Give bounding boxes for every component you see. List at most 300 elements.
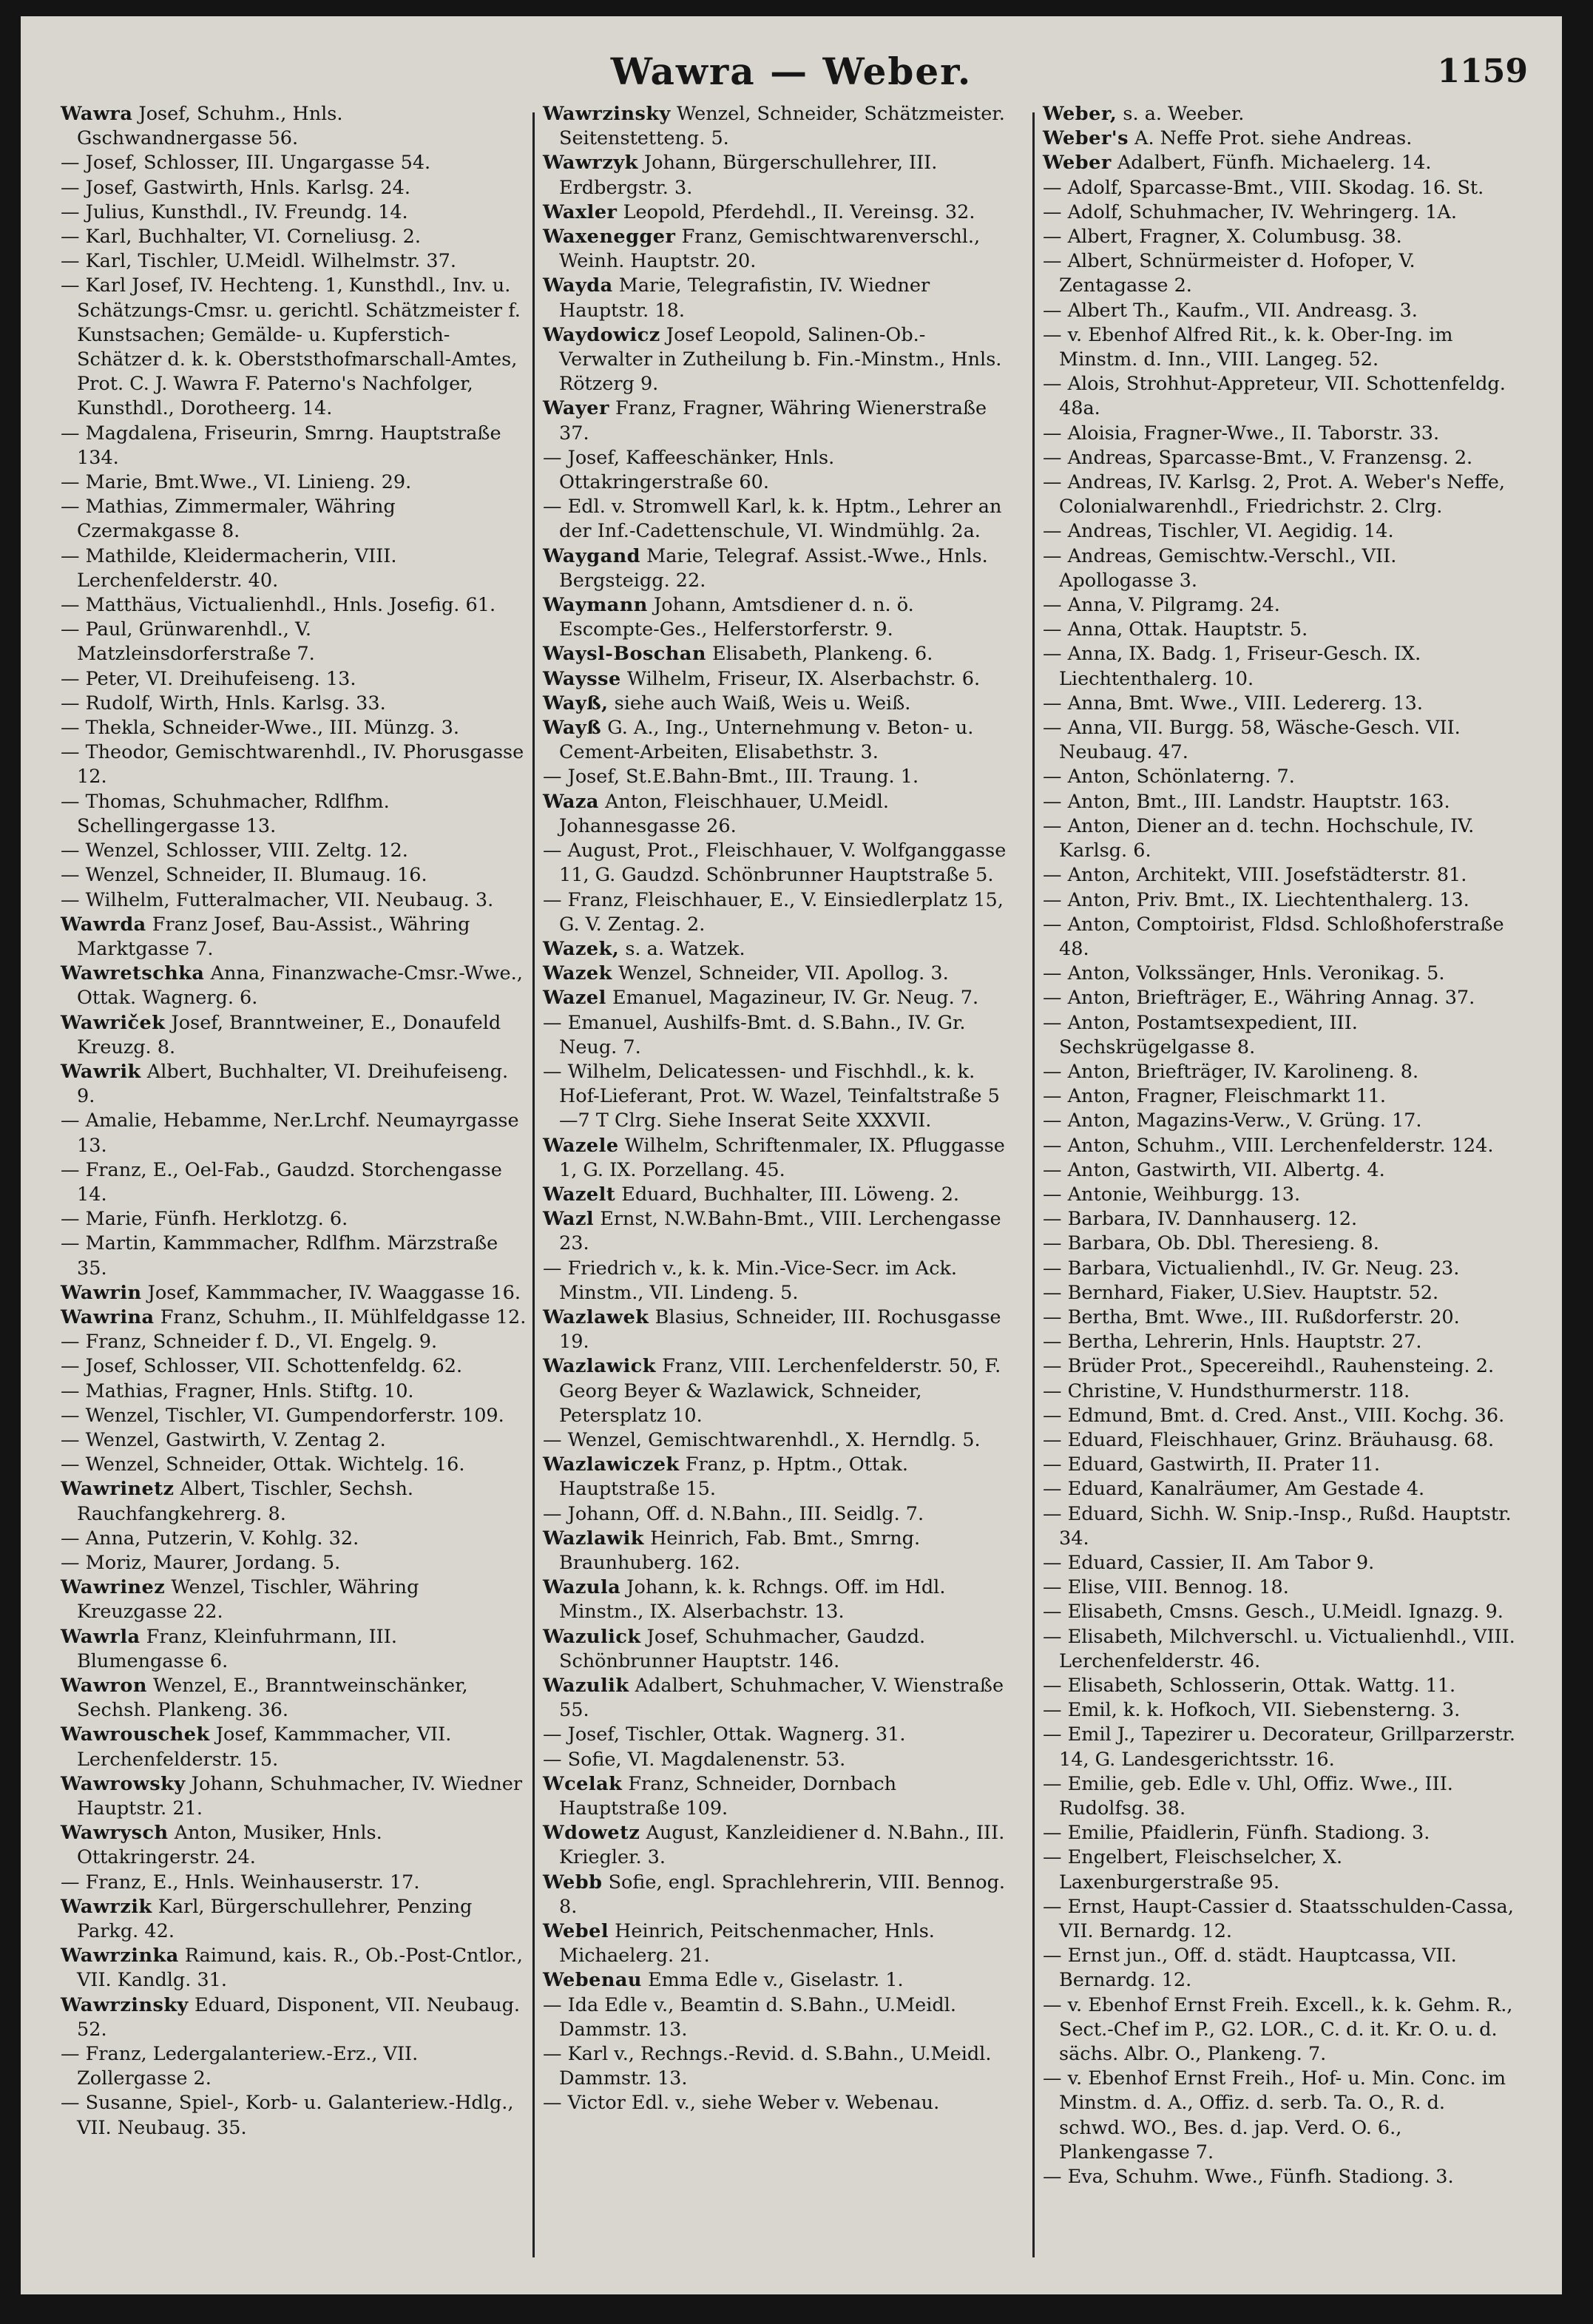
entry-details: Josef, Schuhm., Hnls. Gschwandnergasse 56. bbox=[77, 103, 343, 150]
entry-details: — Martin, Kammmacher, Rdlfhm. Märzstraße 35. bbox=[61, 1232, 498, 1280]
page-number: 1159 bbox=[1437, 53, 1528, 90]
directory-entry bbox=[1043, 1845, 1516, 1894]
entry-details: Wenzel, Schneider, VII. Apollog. 3. bbox=[618, 962, 949, 985]
directory-entry bbox=[1043, 299, 1516, 323]
directory-entry bbox=[543, 1871, 1009, 1919]
entry-details: Adalbert, Fünfh. Michaelerg. 14. bbox=[1117, 152, 1432, 175]
directory-entry bbox=[61, 1895, 527, 1944]
directory-entry bbox=[1043, 1895, 1516, 1944]
directory-entry bbox=[61, 274, 527, 421]
directory-column-1 bbox=[61, 102, 527, 2141]
entry-details: — Matthäus, Victualienhdl., Hnls. Josefig. 61. bbox=[61, 594, 496, 617]
entry-details: — Anton, Volkssänger, Hnls. Veronikag. 5. bbox=[1043, 962, 1445, 985]
entry-details: Emanuel, Magazineur, IV. Gr. Neug. 7. bbox=[612, 987, 979, 1010]
directory-entry bbox=[61, 1625, 527, 1674]
entry-surname: Webenau bbox=[543, 1969, 642, 1992]
directory-entry bbox=[61, 1207, 527, 1232]
entry-details: — Eduard, Gastwirth, II. Prater 11. bbox=[1043, 1453, 1380, 1476]
directory-entry bbox=[61, 962, 527, 1010]
directory-entry bbox=[543, 2091, 1009, 2115]
directory-entry bbox=[1043, 249, 1516, 298]
entry-details: Josef, Kammmacher, IV. Waaggasse 16. bbox=[147, 1281, 521, 1304]
entry-details: — Anna, VII. Burgg. 58, Wäsche-Gesch. VII. Neubaug. 47. bbox=[1043, 717, 1461, 764]
entry-surname: Wayer bbox=[543, 397, 609, 420]
directory-entry bbox=[543, 1772, 1009, 1821]
directory-entry bbox=[1043, 544, 1516, 593]
directory-entry bbox=[543, 200, 1009, 225]
directory-entry bbox=[61, 593, 527, 618]
running-title: Wawra — Weber. bbox=[610, 50, 973, 93]
directory-entry bbox=[61, 1527, 527, 1551]
directory-entry bbox=[1043, 1183, 1516, 1207]
entry-details: — Emanuel, Aushilfs-Bmt. d. S.Bahn., IV. Gr. Neug. 7. bbox=[543, 1011, 966, 1058]
entry-surname: Wazulick bbox=[543, 1625, 641, 1648]
directory-entry bbox=[1043, 519, 1516, 544]
directory-entry bbox=[543, 765, 1009, 789]
directory-entry bbox=[61, 1330, 527, 1354]
directory-entry bbox=[61, 888, 527, 913]
directory-entry bbox=[543, 1723, 1009, 1747]
entry-details: — Franz, Schneider f. D., VI. Engelg. 9. bbox=[61, 1331, 438, 1354]
entry-details: — Barbara, Ob. Dbl. Theresieng. 8. bbox=[1043, 1232, 1379, 1255]
directory-entry bbox=[543, 1305, 1009, 1354]
directory-entry bbox=[1043, 1281, 1516, 1305]
directory-entry bbox=[1043, 1330, 1516, 1354]
entry-details: — Karl, Buchhalter, VI. Corneliusg. 2. bbox=[61, 226, 421, 249]
entry-details: — Barbara, IV. Dannhauserg. 12. bbox=[1043, 1208, 1358, 1231]
entry-details: — Josef, St.E.Bahn-Bmt., III. Traung. 1. bbox=[543, 766, 919, 788]
entry-details: — Elisabeth, Cmsns. Gesch., U.Meidl. Ignazg. 9. bbox=[1043, 1601, 1504, 1624]
entry-details: — Josef, Schlosser, VII. Schottenfeldg. 62. bbox=[61, 1355, 463, 1378]
directory-entry bbox=[1043, 1551, 1516, 1575]
directory-entry bbox=[543, 937, 1009, 962]
entry-details: G. A., Ing., Unternehmung v. Beton- u. Cement-Arbeiten, Elisabethstr. 3. bbox=[559, 717, 974, 764]
page-header bbox=[21, 46, 1562, 98]
entry-surname: Wazlawiczek bbox=[543, 1453, 680, 1476]
directory-entry bbox=[1043, 1232, 1516, 1256]
entry-details: — Eduard, Cassier, II. Am Tabor 9. bbox=[1043, 1551, 1375, 1574]
entry-details: — Emilie, geb. Edle v. Uhl, Offiz. Wwe., III. Rudolfsg. 38. bbox=[1043, 1772, 1453, 1820]
directory-entry bbox=[543, 962, 1009, 986]
directory-entry bbox=[1043, 422, 1516, 446]
entry-details: — Adolf, Sparcasse-Bmt., VIII. Skodag. 16. St. bbox=[1043, 176, 1484, 199]
directory-entry bbox=[543, 1207, 1009, 1256]
entry-surname: Wayda bbox=[543, 274, 613, 297]
entry-details: — Bernhard, Fiaker, U.Siev. Hauptstr. 52. bbox=[1043, 1281, 1439, 1304]
directory-entry bbox=[61, 667, 527, 692]
directory-entry bbox=[61, 692, 527, 716]
directory-entry bbox=[61, 1944, 527, 1993]
entry-details: Johann, Amtsdiener d. n. ö. Escompte-Ges., Helferstorferstr. 9. bbox=[559, 594, 914, 641]
directory-entry bbox=[543, 1354, 1009, 1428]
entry-details: — Josef, Schlosser, III. Ungargasse 54. bbox=[61, 152, 431, 175]
entry-details: — Anton, Postamtsexpedient, III. Sechskrügelgasse 8. bbox=[1043, 1011, 1358, 1058]
directory-entry bbox=[61, 249, 527, 274]
directory-entry bbox=[543, 888, 1009, 937]
entry-surname: Weber's bbox=[1043, 127, 1129, 150]
entry-details: Heinrich, Peitschenmacher, Hnls. Michaelerg. 21. bbox=[559, 1920, 935, 1967]
entry-details: Anton, Musiker, Hnls. Ottakringerstr. 24. bbox=[77, 1822, 382, 1869]
directory-entry bbox=[543, 2042, 1009, 2091]
directory-entry bbox=[61, 544, 527, 593]
directory-entry bbox=[543, 1183, 1009, 1207]
directory-entry bbox=[61, 1281, 527, 1305]
directory-entry bbox=[1043, 814, 1516, 863]
entry-details: — Moriz, Maurer, Jordang. 5. bbox=[61, 1551, 341, 1574]
directory-entry bbox=[1043, 1109, 1516, 1133]
directory-entry bbox=[1043, 962, 1516, 986]
entry-surname: Waza bbox=[543, 790, 599, 813]
directory-entry bbox=[61, 1453, 527, 1477]
entry-surname: Waysl-Boschan bbox=[543, 643, 706, 666]
entry-details: — Franz, Ledergalanteriew.-Erz., VII. Zollergasse 2. bbox=[61, 2043, 419, 2090]
entry-details: Anton, Fleischhauer, U.Meidl. Johannesgasse 26. bbox=[559, 790, 889, 837]
directory-entry bbox=[1043, 863, 1516, 888]
directory-entry bbox=[61, 176, 527, 200]
directory-entry bbox=[1043, 765, 1516, 789]
directory-entry bbox=[1043, 1453, 1516, 1477]
directory-entry bbox=[543, 102, 1009, 151]
entry-details: Heinrich, Fab. Bmt., Smrng. Braunhuberg. 162. bbox=[559, 1527, 921, 1574]
entry-details: — Eduard, Fleischhauer, Grinz. Bräuhausg. 68. bbox=[1043, 1428, 1495, 1451]
entry-details: — Anton, Comptoirist, Fldsd. Schloßhoferstraße 48. bbox=[1043, 913, 1504, 960]
directory-entry bbox=[543, 593, 1009, 642]
directory-entry bbox=[61, 1354, 527, 1379]
entry-details: — Sofie, VI. Magdalenenstr. 53. bbox=[543, 1748, 846, 1771]
entry-details: Franz, Schneider, Dornbach Hauptstraße 109. bbox=[559, 1772, 897, 1820]
entry-surname: Wawrla bbox=[61, 1625, 141, 1648]
entry-details: Franz, VIII. Lerchenfelderstr. 50, F. Georg Beyer & Wazlawick, Schneider, Petersplatz 10. bbox=[559, 1355, 1001, 1427]
entry-details: — Alois, Strohhut-Appreteur, VII. Schottenfeldg. 48a. bbox=[1043, 373, 1506, 420]
entry-details: — Mathilde, Kleidermacherin, VIII. Lerchenfelderstr. 40. bbox=[61, 544, 397, 592]
entry-details: — v. Ebenhof Alfred Rit., k. k. Ober-Ing. im Minstm. d. Inn., VIII. Langeg. 52. bbox=[1043, 323, 1453, 371]
entry-details: — Elise, VIII. Bennog. 18. bbox=[1043, 1576, 1289, 1599]
directory-entry bbox=[61, 1428, 527, 1453]
directory-column-2 bbox=[543, 102, 1009, 2116]
entry-details: — August, Prot., Fleischhauer, V. Wolfganggasse 11, G. Gaudzd. Schönbrunner Hauptstraße 5. bbox=[543, 840, 1007, 887]
directory-entry bbox=[1043, 1257, 1516, 1281]
directory-entry bbox=[1043, 1011, 1516, 1060]
directory-entry bbox=[1043, 1698, 1516, 1723]
directory-entry bbox=[1043, 102, 1516, 126]
directory-entry bbox=[61, 1674, 527, 1723]
directory-entry bbox=[61, 470, 527, 495]
directory-entry bbox=[1043, 1379, 1516, 1404]
entry-details: — Wilhelm, Delicatessen- und Fischhdl., k. k. Hof-Lieferant, Prot. W. Wazel, Teinfaltstraße 5—7 T Clrg. Siehe Inserat Seite XXXVII. bbox=[543, 1060, 1000, 1132]
entry-details: Josef, Branntweiner, E., Donaufeld Kreuzg. 8. bbox=[77, 1011, 501, 1058]
directory-entry bbox=[61, 1011, 527, 1060]
directory-entry bbox=[1043, 1158, 1516, 1183]
directory-entry bbox=[1043, 1600, 1516, 1624]
entry-details: — Marie, Fünfh. Herklotzg. 6. bbox=[61, 1208, 348, 1231]
entry-surname: Wazlawik bbox=[543, 1527, 644, 1550]
entry-details: — Edl. v. Stromwell Karl, k. k. Hptm., Lehrer an der Inf.-Cadettenschule, VI. Windmühlg. 2a. bbox=[543, 496, 1002, 543]
directory-entry bbox=[543, 1060, 1009, 1134]
entry-details: — Amalie, Hebamme, Ner.Lrchf. Neumayrgasse 13. bbox=[61, 1109, 519, 1157]
entry-surname: Wawretschka bbox=[61, 962, 205, 985]
entry-details: — Anna, Putzerin, V. Kohlg. 32. bbox=[61, 1527, 359, 1550]
directory-entry bbox=[543, 716, 1009, 765]
entry-details: Franz Josef, Bau-Assist., Währing Marktgasse 7. bbox=[77, 913, 470, 960]
directory-entry bbox=[543, 667, 1009, 692]
entry-details: — Thomas, Schuhmacher, Rdlfhm. Schellingergasse 13. bbox=[61, 790, 390, 837]
entry-details: — Eduard, Kanalräumer, Am Gestade 4. bbox=[1043, 1478, 1425, 1501]
entry-details: Johann, Schuhmacher, IV. Wiedner Hauptstr. 21. bbox=[77, 1772, 523, 1820]
entry-surname: Wawrik bbox=[61, 1060, 141, 1083]
entry-details: — Franz, Fleischhauer, E., V. Einsiedlerplatz 15, G. V. Zentag. 2. bbox=[543, 888, 1004, 936]
entry-details: Johann, Bürgerschullehrer, III. Erdbergstr. 3. bbox=[559, 152, 938, 199]
entry-details: — Franz, E., Hnls. Weinhauserstr. 17. bbox=[61, 1871, 420, 1894]
entry-details: Wenzel, Schneider, Schätzmeister. Seitenstetteng. 5. bbox=[559, 103, 1005, 150]
entry-surname: Wawrzinsky bbox=[61, 1993, 189, 2016]
entry-details: August, Kanzleidiener d. N.Bahn., III. Kriegler. 3. bbox=[559, 1822, 1005, 1869]
entry-details: — Albert Th., Kaufm., VII. Andreasg. 3. bbox=[1043, 299, 1418, 322]
entry-details: — Bertha, Bmt. Wwe., III. Rußdorferstr. 20. bbox=[1043, 1305, 1460, 1328]
entry-surname: Wawrysch bbox=[61, 1822, 169, 1845]
entry-details: Ernst, N.W.Bahn-Bmt., VIII. Lerchengasse 23. bbox=[559, 1208, 1001, 1255]
entry-details: A. Neffe Prot. siehe Andreas. bbox=[1134, 127, 1413, 150]
directory-entry bbox=[1043, 986, 1516, 1010]
directory-entry bbox=[1043, 200, 1516, 225]
entry-surname: Wawrzik bbox=[61, 1895, 152, 1918]
entry-details: Wenzel, Tischler, Währing Kreuzgasse 22. bbox=[77, 1576, 419, 1624]
directory-entry bbox=[543, 1968, 1009, 1993]
directory-entry bbox=[543, 495, 1009, 544]
directory-entry bbox=[543, 323, 1009, 397]
entry-details: — Brüder Prot., Specereihdl., Rauhensteing. 2. bbox=[1043, 1355, 1495, 1378]
entry-details: — Josef, Kaffeeschänker, Hnls. Ottakringerstraße 60. bbox=[543, 446, 835, 494]
entry-surname: Waygand bbox=[543, 544, 640, 567]
directory-entry bbox=[543, 1625, 1009, 1674]
entry-surname: Wdowetz bbox=[543, 1822, 640, 1845]
directory-entry bbox=[543, 1821, 1009, 1870]
entry-details: Eduard, Disponent, VII. Neubaug. 52. bbox=[77, 1993, 521, 2041]
entry-details: — Anton, Magazins-Verw., V. Grüng. 17. bbox=[1043, 1109, 1422, 1132]
entry-details: — Marie, Bmt.Wwe., VI. Linieng. 29. bbox=[61, 471, 412, 494]
entry-surname: Wawrzinsky bbox=[543, 103, 671, 125]
directory-entry bbox=[543, 1919, 1009, 1968]
directory-entry bbox=[543, 225, 1009, 274]
entry-details: — Wenzel, Schneider, II. Blumaug. 16. bbox=[61, 864, 427, 887]
entry-details: — Eduard, Sichh. W. Snip.-Insp., Rußd. Hauptstr. 34. bbox=[1043, 1502, 1512, 1550]
directory-entry bbox=[1043, 1134, 1516, 1158]
entry-details: Wilhelm, Friseur, IX. Alserbachstr. 6. bbox=[626, 667, 981, 690]
directory-entry bbox=[61, 1379, 527, 1404]
entry-details: — Anna, Ottak. Hauptstr. 5. bbox=[1043, 618, 1308, 641]
entry-details: — Mathias, Fragner, Hnls. Stiftg. 10. bbox=[61, 1379, 414, 1402]
directory-entry bbox=[543, 151, 1009, 200]
entry-surname: Waydowicz bbox=[543, 323, 660, 346]
entry-details: — Karl v., Rechngs.-Revid. d. S.Bahn., U.Meidl. Dammstr. 13. bbox=[543, 2043, 992, 2090]
entry-details: — Anton, Diener an d. techn. Hochschule, IV. Karlsg. 6. bbox=[1043, 814, 1475, 862]
directory-entry bbox=[1043, 1305, 1516, 1330]
directory-entry bbox=[543, 1011, 1009, 1060]
entry-details: — Barbara, Victualienhdl., IV. Gr. Neug. 23. bbox=[1043, 1257, 1460, 1280]
entry-details: Johann, k. k. Rchngs. Off. im Hdl. Minstm., IX. Alserbachstr. 13. bbox=[559, 1576, 946, 1624]
entry-details: — Andreas, Tischler, VI. Aegidig. 14. bbox=[1043, 520, 1394, 543]
entry-details: Leopold, Pferdehdl., II. Vereinsg. 32. bbox=[623, 200, 975, 223]
entry-details: — Andreas, Gemischtw.-Verschl., VII. Apollogasse 3. bbox=[1043, 544, 1397, 592]
directory-entry bbox=[61, 1772, 527, 1821]
directory-entry bbox=[543, 1453, 1009, 1502]
entry-details: Sofie, engl. Sprachlehrerin, VIII. Bennog. 8. bbox=[559, 1871, 1006, 1918]
entry-surname: Wayß bbox=[543, 717, 602, 740]
entry-details: — Albert, Fragner, X. Columbusg. 38. bbox=[1043, 226, 1402, 249]
directory-entry bbox=[61, 422, 527, 470]
entry-surname: Wawrda bbox=[61, 913, 146, 936]
entry-surname: Wawrin bbox=[61, 1281, 142, 1304]
directory-entry bbox=[1043, 225, 1516, 249]
directory-entry bbox=[61, 2091, 527, 2140]
entry-details: — Anna, IX. Badg. 1, Friseur-Gesch. IX. Liechtenthalerg. 10. bbox=[1043, 643, 1421, 690]
directory-entry bbox=[61, 790, 527, 839]
entry-details: Anna, Finanzwache-Cmsr.-Wwe., Ottak. Wagnerg. 6. bbox=[77, 962, 523, 1010]
entry-details: — Josef, Tischler, Ottak. Wagnerg. 31. bbox=[543, 1723, 906, 1746]
entry-surname: Waysse bbox=[543, 667, 621, 690]
entry-details: Josef Leopold, Salinen-Ob.-Verwalter in Zutheilung b. Fin.-Minstm., Hnls. Rötzerg 9. bbox=[559, 323, 1002, 396]
entry-details: — Bertha, Lehrerin, Hnls. Hauptstr. 27. bbox=[1043, 1331, 1422, 1354]
directory-column-3 bbox=[1043, 102, 1516, 2189]
entry-surname: Wawrinez bbox=[61, 1576, 166, 1599]
entry-surname: Weber, bbox=[1043, 103, 1117, 125]
directory-entry bbox=[1043, 126, 1516, 151]
directory-entry bbox=[61, 1158, 527, 1207]
directory-entry bbox=[1043, 1674, 1516, 1698]
entry-surname: Wazlawek bbox=[543, 1305, 649, 1328]
entry-details: — Franz, E., Oel-Fab., Gaudzd. Storchengasse 14. bbox=[61, 1158, 502, 1206]
directory-entry bbox=[61, 1060, 527, 1109]
directory-entry bbox=[543, 642, 1009, 666]
entry-details: — Friedrich v., k. k. Min.-Vice-Secr. im Ack. Minstm., VII. Lindeng. 5. bbox=[543, 1257, 958, 1304]
directory-entry bbox=[1043, 1084, 1516, 1109]
directory-entry bbox=[1043, 1207, 1516, 1232]
entry-surname: Webb bbox=[543, 1871, 603, 1894]
entry-details: — Edmund, Bmt. d. Cred. Anst., VIII. Kochg. 36. bbox=[1043, 1404, 1505, 1427]
entry-surname: Wazl bbox=[543, 1208, 595, 1231]
entry-surname: Wawron bbox=[61, 1675, 147, 1697]
entry-surname: Wawra bbox=[61, 103, 133, 125]
entry-surname: Webel bbox=[543, 1920, 609, 1943]
entry-details: — Ernst jun., Off. d. städt. Hauptcassa, VII. Bernardg. 12. bbox=[1043, 1945, 1457, 1992]
directory-entry bbox=[1043, 593, 1516, 618]
entry-surname: Wazulik bbox=[543, 1675, 629, 1697]
directory-entry bbox=[61, 1993, 527, 2042]
entry-details: — Emil J., Tapezirer u. Decorateur, Grillparzerstr. 14, G. Landesgerichtsstr. 16. bbox=[1043, 1723, 1516, 1771]
directory-entry bbox=[61, 1723, 527, 1771]
entry-details: — Anton, Schönlaterng. 7. bbox=[1043, 766, 1295, 788]
entry-details: — Christine, V. Hundsthurmerstr. 118. bbox=[1043, 1379, 1410, 1402]
entry-details: — Karl, Tischler, U.Meidl. Wilhelmstr. 37. bbox=[61, 250, 456, 273]
directory-entry bbox=[1043, 176, 1516, 200]
directory-entry bbox=[1043, 323, 1516, 372]
directory-entry bbox=[61, 863, 527, 888]
directory-entry bbox=[61, 1305, 527, 1330]
directory-entry bbox=[61, 1871, 527, 1895]
directory-entry bbox=[543, 1674, 1009, 1723]
directory-entry bbox=[543, 986, 1009, 1010]
directory-entry bbox=[1043, 692, 1516, 716]
directory-entry bbox=[61, 913, 527, 962]
directory-entry bbox=[61, 102, 527, 151]
directory-entry bbox=[1043, 888, 1516, 913]
entry-surname: Wawriček bbox=[61, 1011, 166, 1034]
directory-entry bbox=[61, 2042, 527, 2091]
entry-details: Wenzel, E., Branntweinschänker, Sechsh. Plankeng. 36. bbox=[77, 1675, 468, 1722]
entry-surname: Wazele bbox=[543, 1134, 619, 1157]
entry-details: — Karl Josef, IV. Hechteng. 1, Kunsthdl., Inv. u. Schätzungs-Cmsr. u. gerichtl. Schätzmeister f. Kunstsachen; Gemälde- u. Kupferstich-Schätzer d. k. k. Oberststhofmarschall-Amtes, Prot. C. J. Wawra F. Paterno's Nachfolger, Kunsthdl., Dorotheerg. 14. bbox=[61, 274, 521, 420]
directory-entry bbox=[61, 618, 527, 666]
entry-details: — Anna, Bmt. Wwe., VIII. Ledererg. 13. bbox=[1043, 692, 1423, 715]
entry-surname: Wazlawick bbox=[543, 1355, 656, 1378]
entry-details: — Andreas, Sparcasse-Bmt., V. Franzensg. 2. bbox=[1043, 446, 1473, 469]
entry-surname: Wazel bbox=[543, 987, 606, 1010]
directory-entry bbox=[543, 692, 1009, 716]
directory-entry bbox=[543, 1134, 1009, 1183]
entry-details: Eduard, Buchhalter, III. Löweng. 2. bbox=[621, 1183, 960, 1206]
directory-entry bbox=[61, 716, 527, 740]
directory-entry bbox=[61, 495, 527, 544]
entry-surname: Wawrzyk bbox=[543, 152, 638, 175]
entry-details: — Johann, Off. d. N.Bahn., III. Seidlg. 7. bbox=[543, 1502, 924, 1525]
directory-entry bbox=[1043, 1477, 1516, 1502]
entry-details: Albert, Buchhalter, VI. Dreihufeiseng. 9. bbox=[77, 1060, 509, 1108]
column-divider bbox=[1032, 112, 1035, 2257]
entry-details: — Anton, Bmt., III. Landstr. Hauptstr. 163. bbox=[1043, 790, 1450, 813]
directory-entry bbox=[543, 1428, 1009, 1453]
entry-surname: Wazek bbox=[543, 962, 612, 985]
entry-surname: Weber bbox=[1043, 152, 1112, 175]
entry-details: — v. Ebenhof Ernst Freih., Hof- u. Min. Conc. im Minstm. d. A., Offiz. d. serb. Ta. O., R. d. schwd. WO., Bes. d. jap. Verd. O. 6., Plankengasse 7. bbox=[1043, 2067, 1506, 2163]
entry-details: — Julius, Kunsthdl., IV. Freundg. 14. bbox=[61, 200, 408, 223]
entry-details: — Thekla, Schneider-Wwe., III. Münzg. 3. bbox=[61, 717, 459, 740]
entry-details: — Magdalena, Friseurin, Smrng. Hauptstraße 134. bbox=[61, 422, 501, 469]
entry-details: — Victor Edl. v., siehe Weber v. Webenau. bbox=[543, 2092, 940, 2115]
directory-entry bbox=[543, 544, 1009, 593]
entry-surname: Wawrinetz bbox=[61, 1478, 175, 1501]
entry-details: Franz, Fragner, Währing Wienerstraße 37. bbox=[559, 397, 987, 445]
entry-details: — Paul, Grünwarenhdl., V. Matzleinsdorferstraße 7. bbox=[61, 618, 315, 666]
directory-entry bbox=[1043, 2165, 1516, 2189]
directory-entry bbox=[61, 1232, 527, 1280]
entry-surname: Waxler bbox=[543, 200, 618, 223]
entry-details: — Peter, VI. Dreihufeiseng. 13. bbox=[61, 667, 356, 690]
entry-surname: Waymann bbox=[543, 594, 648, 617]
entry-details: — Theodor, Gemischtwarenhdl., IV. Phorusgasse 12. bbox=[61, 741, 524, 788]
entry-details: Marie, Telegrafistin, IV. Wiedner Hauptstr. 18. bbox=[559, 274, 930, 322]
entry-details: — Josef, Gastwirth, Hnls. Karlsg. 24. bbox=[61, 176, 410, 199]
directory-entry bbox=[1043, 1625, 1516, 1674]
entry-surname: Wayß, bbox=[543, 692, 609, 715]
directory-entry bbox=[543, 839, 1009, 888]
entry-surname: Wawrouschek bbox=[61, 1723, 210, 1746]
entry-details: — Anna, V. Pilgramg. 24. bbox=[1043, 594, 1280, 617]
entry-details: Karl, Bürgerschullehrer, Penzing Parkg. 42. bbox=[77, 1895, 473, 1943]
directory-entry bbox=[1043, 1354, 1516, 1379]
entry-details: — Mathias, Zimmermaler, Währing Czermakgasse 8. bbox=[61, 496, 396, 543]
directory-entry bbox=[1043, 1944, 1516, 1993]
entry-details: — Adolf, Schuhmacher, IV. Wehringerg. 1A. bbox=[1043, 200, 1457, 223]
entry-details: — Elisabeth, Schlosserin, Ottak. Wattg. 11. bbox=[1043, 1675, 1456, 1697]
directory-entry bbox=[1043, 1060, 1516, 1084]
entry-details: — Wenzel, Schneider, Ottak. Wichtelg. 16. bbox=[61, 1453, 465, 1476]
directory-entry bbox=[61, 1551, 527, 1575]
directory-entry bbox=[1043, 372, 1516, 421]
directory-entry bbox=[1043, 1772, 1516, 1821]
entry-details: Franz, p. Hptm., Ottak. Hauptstraße 15. bbox=[559, 1453, 908, 1501]
directory-entry bbox=[1043, 790, 1516, 814]
directory-entry bbox=[61, 225, 527, 249]
entry-surname: Wazula bbox=[543, 1576, 621, 1599]
